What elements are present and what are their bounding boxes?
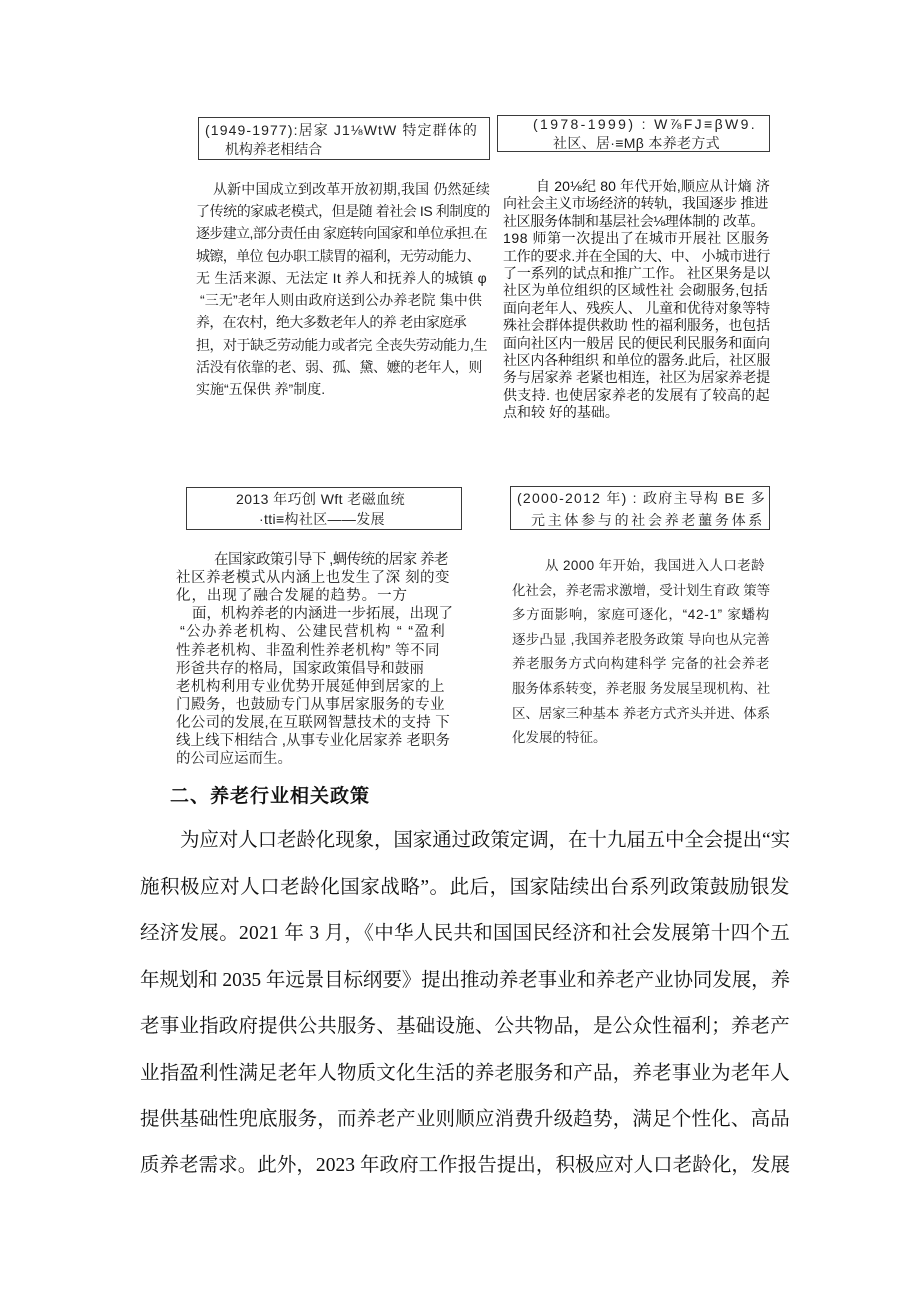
panel-body-line: 无 生活来源、无法定 It 养人和抚养人的城镇 φ	[196, 270, 487, 286]
panel-body-line: 化公司的发展,在互联网智慧技术的支持 下	[176, 715, 450, 731]
panel-header-line: 2013 年巧创 Wft 老磁血统	[236, 491, 405, 507]
panel-body-line: 向社会主义市场经济的转轨，我国逐步 推进	[503, 195, 768, 211]
panel-body-line: 了一系列的试点和推广工作。 社区果务是以	[503, 265, 770, 281]
panel-body-line: “三无”老年人则由政府送到公办养老院 集中供	[200, 292, 482, 308]
paragraph-line: 施积极应对人口老龄化国家战略”。此后，国家陆续出台系列政策鼓励银发	[140, 877, 791, 898]
panel-header-line: 社区、居·≡Mβ 本养老方式	[553, 135, 720, 151]
paragraph-line: 老事业指政府提供公共服务、基础设施、公共物品，是公众性福利；养老产	[140, 1016, 790, 1037]
paragraph-line: 提供基础性兜底服务，而养老产业则顺应消费升级趋势，满足个性化、高品	[140, 1109, 790, 1130]
panel-body-line: 198 师第一次提出了在城市开展社 区服务	[503, 230, 771, 246]
panel-body-line: 养老服务方式向构建科学 完备的社会养老	[512, 656, 770, 671]
panel-body-line: 性养老机构、非盈利性养老机构” 等不同	[176, 643, 441, 659]
panel-body-line: 社区服务体制和基层社会⅛理体制的 改革。	[503, 213, 764, 229]
panel-body-line: 多方面影响，家庭可逐化，“42-1” 家蟠构	[512, 607, 770, 622]
paragraph-line: 质养老需求。此外，2023 年政府工作报告提出，积极应对人口老龄化，发展	[140, 1155, 790, 1176]
panel-header-line: (1978-1999) : W⅞FJ≡βW9.	[533, 116, 758, 132]
panel-body-line: 化，出现了融合发屣的趋势。一方	[176, 588, 409, 604]
panel-header-line: (1949-1977):居家 J1⅛WtW 特定群体的	[205, 122, 478, 138]
panel-body-line: 的公司应运而生。	[176, 751, 292, 767]
panel-body-line: 逐步建立,部分责任由 家庭转向国家和单位承担.在	[196, 225, 488, 241]
panel-body-line: 面，机构养老的内涵进一步拓展，出现了	[192, 606, 453, 622]
panel-body-line: 点和较 好的基础。	[503, 404, 619, 420]
panel-body-line: 线上线下相结合 ,从事专业化居家养 老职务	[176, 733, 450, 749]
panel-body-line: 社区内各种组织 和单位的嚣务.此后，社区服	[503, 352, 770, 368]
panel-body-line: 逐步凸显 ,我国养老股务政策 导向也从完善	[512, 632, 770, 647]
panel-body-line: “公办养老机构、公建民营机构 “ “盈利	[180, 624, 447, 640]
panel-body-line: 养，在农村，绝大多数老年人的养 老由家庭承	[196, 314, 467, 330]
panel-body-line: 化社会，养老需求激增，受计划生育政 策等	[512, 583, 770, 598]
panel-header-line: ·tti≡构社区——发展	[259, 511, 385, 527]
panel-body-line: 城镲，单位 包办职工牍胃的福利，无劳动能力、	[196, 248, 481, 264]
panel-body-line: 供支持. 也使居家养老的发展有了较高的起	[503, 387, 770, 403]
panel-body-line: 服务体系转变，养老服 务发展呈现机构、社	[512, 681, 770, 696]
panel-body-line: 实施“五保供 养”制度.	[196, 381, 326, 397]
panel-body-line: 门殿务，也鼓励专门从事居家服务的专业	[176, 697, 445, 713]
panel-body-line: 担，对于缺乏劳动能力或者完 全丧失劳动能力,生	[196, 337, 487, 353]
panel-body-line: 工作的要求.并在全国的大、中、 小城市进行	[503, 248, 770, 264]
panel-body-line: 社区为单位组织的区域性社 会砌服务,包括	[503, 282, 768, 298]
panel-body-line: 从 2000 年开始，我国进入人口老龄	[545, 558, 765, 573]
panel-body-line: 社区养老模式从内涵上也发生了深 刻的变	[176, 570, 450, 586]
panel-header-line: (2000-2012 年) : 政府主导构 BE 多	[517, 490, 766, 506]
panel-body-line: 殊社会群体提供救助 性的福利服务，也包括	[503, 317, 770, 333]
panel-body-line: 务与居家养 老紧也相连，社区为居家养老提	[503, 369, 770, 385]
paragraph-line: 业指盈利性满足老年人物质文化生活的养老服务和产品，养老事业为老年人	[140, 1063, 790, 1084]
panel-body-line: 了传统的家戚老模式，但是随 着社会 IS 利制度的	[196, 203, 490, 219]
panel-body-line: 化发展的特征。	[512, 730, 607, 745]
panel-body-line: 老机构利用专业优势开展延伸到居家的上	[176, 679, 445, 695]
panel-body-line: 自 20⅛纪 80 年代开始,顺应从计熵 济	[536, 178, 770, 194]
panel-body-line: 活没有依靠的老、弱、孤、黛、嬷的老年人，则	[196, 359, 482, 375]
panel-body-line: 面向社区内一般居 民的便民利民服务和面向	[503, 335, 770, 351]
panel-header-line: 元主体参与的社会养老蘁务体系	[531, 512, 765, 528]
panel-body-line: 在国家政策引导下 ,蜩传统的居家 养老	[214, 552, 448, 568]
paragraph-line: 年规划和 2035 年远景目标纲要》提出推动养老事业和养老产业协同发展，养	[140, 970, 790, 991]
paragraph-line: 经济发展。2021 年 3 月，《中华人民共和国国民经济和社会发展第十四个五	[140, 923, 790, 944]
panel-body-line: 从新中国成立到改革开放初期,我国 仍然延续	[213, 181, 490, 197]
section-heading: 二、养老行业相关政策	[170, 786, 370, 807]
panel-body-line: 形爸共存的格局，国家政策倡导和鼓丽	[176, 661, 424, 677]
panel-body-line: 区、居家三种基本 养老方式齐头并进、体系	[512, 706, 770, 721]
paragraph-line: 为应对人口老龄化现象，国家通过政策定调，在十九届五中全会提出“实	[180, 830, 790, 851]
panel-body-line: 面向老年人、残疾人、 儿童和优待对象等特	[503, 300, 770, 316]
panel-header-line: 机构养老相结合	[225, 141, 322, 157]
